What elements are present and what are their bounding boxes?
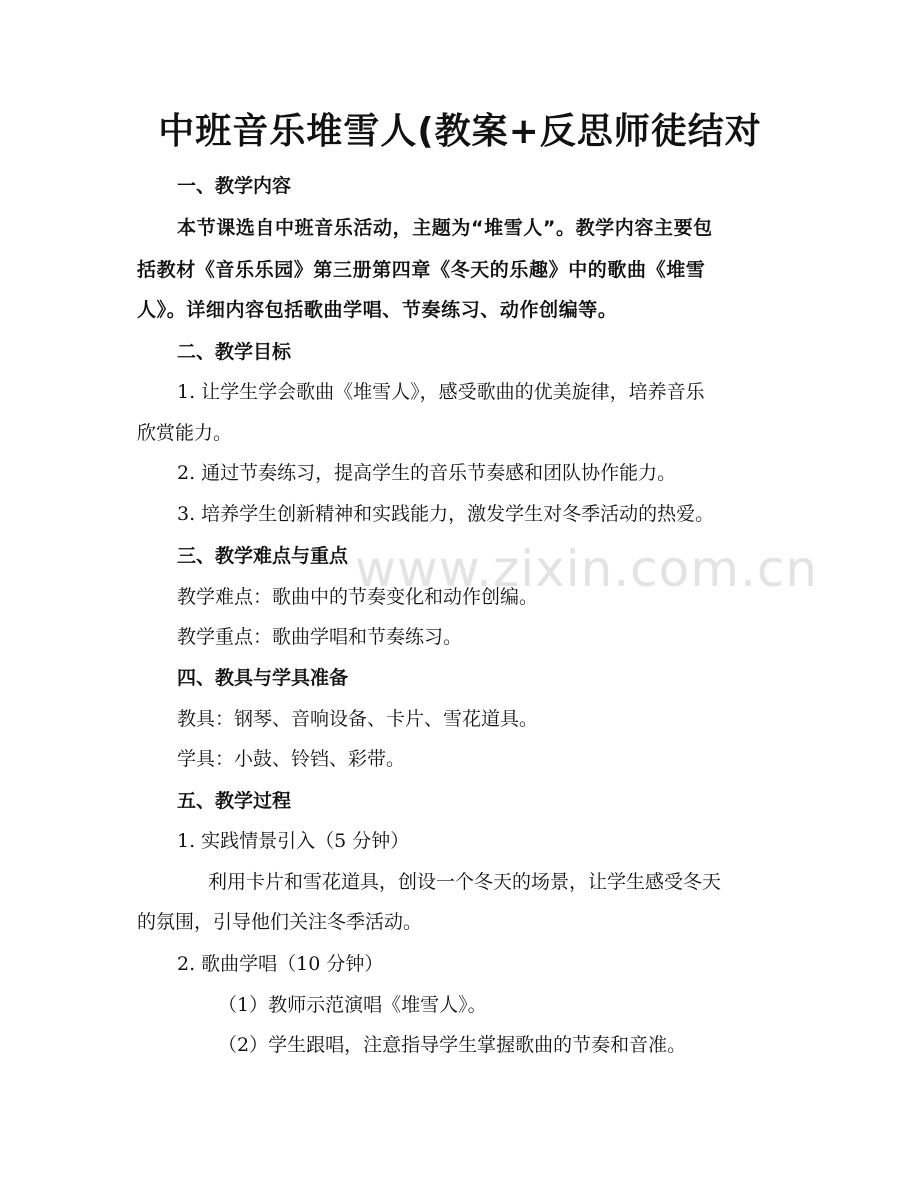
teaching-key-point: 教学重点：歌曲学唱和节奏练习。 — [177, 626, 463, 648]
step-2-sub-2: （2）学生跟唱，注意指导学生掌握歌曲的节奏和音准。 — [218, 1034, 687, 1056]
content-paragraph-line-2: 括教材《音乐乐园》第三册第四章《冬天的乐趣》中的歌曲《堆雪 — [137, 259, 706, 281]
step-2-title: 2. 歌曲学唱（10 分钟） — [177, 953, 384, 975]
section-heading-goals: 二、教学目标 — [177, 341, 292, 363]
watermark: www.zixin.com.cn — [355, 540, 819, 598]
teacher-tools: 教具：钢琴、音响设备、卡片、雪花道具。 — [177, 708, 539, 730]
step-2-sub-1: （1）教师示范演唱《堆雪人》。 — [218, 994, 487, 1016]
section-heading-materials: 四、教具与学具准备 — [177, 667, 349, 689]
goal-1-line-2: 欣赏能力。 — [137, 422, 233, 444]
student-tools: 学具：小鼓、铃铛、彩带。 — [177, 748, 406, 770]
goal-1-line-1: 1. 让学生学会歌曲《堆雪人》，感受歌曲的优美旋律，培养音乐 — [177, 381, 705, 403]
step-1-line-1: 利用卡片和雪花道具，创设一个冬天的场景，让学生感受冬天 — [208, 871, 722, 893]
teaching-difficulty: 教学难点：歌曲中的节奏变化和动作创编。 — [177, 586, 539, 608]
section-heading-process: 五、教学过程 — [177, 790, 292, 812]
goal-2: 2. 通过节奏练习，提高学生的音乐节奏感和团队协作能力。 — [177, 462, 677, 484]
section-heading-content: 一、教学内容 — [177, 175, 292, 197]
step-1-line-2: 的氛围，引导他们关注冬季活动。 — [137, 911, 423, 933]
content-paragraph-line-1: 本节课选自中班音乐活动，主题为“堆雪人”。教学内容主要包 — [177, 217, 713, 239]
step-1-title: 1. 实践情景引入（5 分钟） — [177, 830, 410, 852]
goal-3: 3. 培养学生创新精神和实践能力，激发学生对冬季活动的热爱。 — [177, 503, 715, 525]
content-paragraph-line-3: 人》。详细内容包括歌曲学唱、节奏练习、动作创编等。 — [137, 299, 618, 321]
document-title: 中班音乐堆雪人(教案+反思师徒结对 — [158, 111, 762, 152]
section-heading-difficulty: 三、教学难点与重点 — [177, 545, 349, 567]
